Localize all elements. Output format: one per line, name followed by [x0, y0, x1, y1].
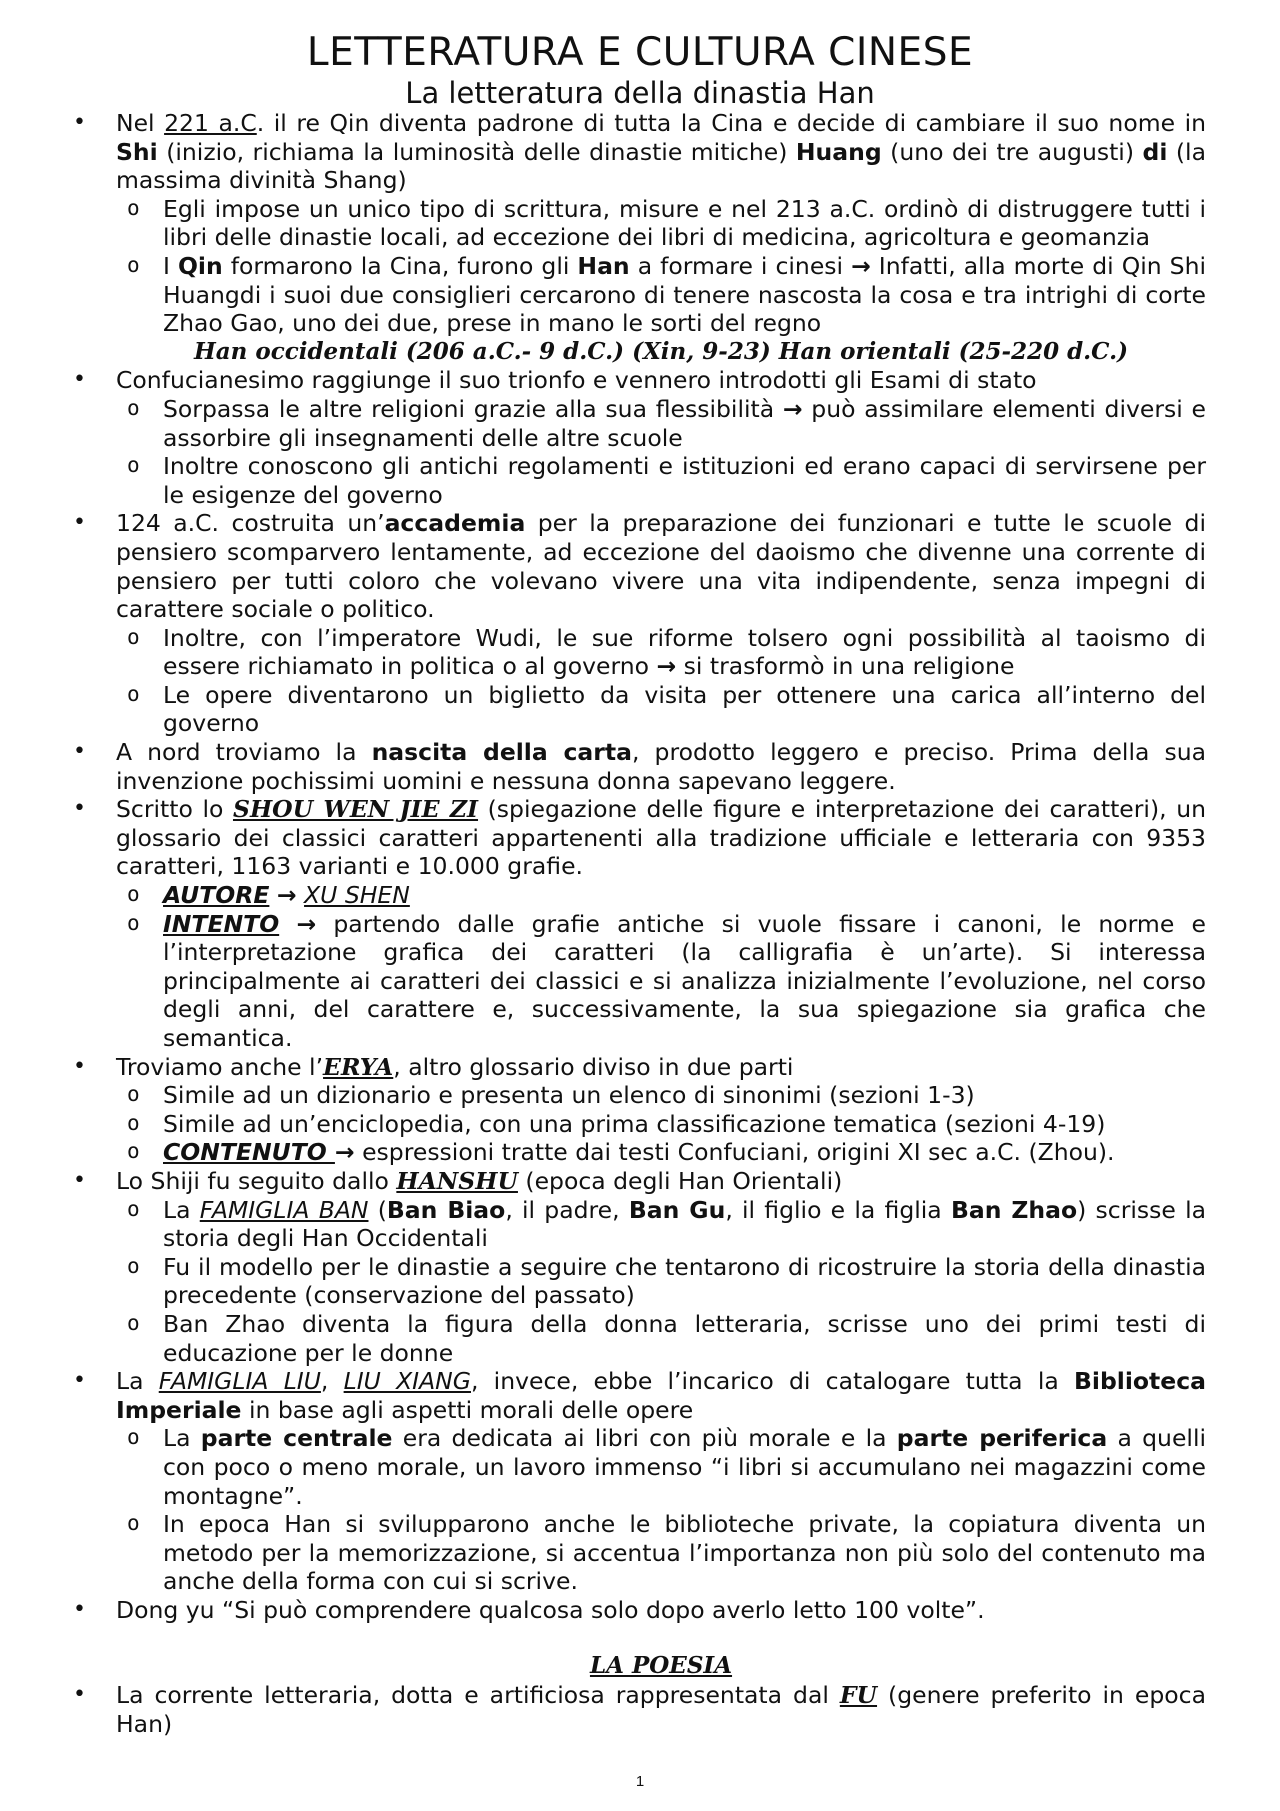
sub-list-item: o La parte centrale era dedicata ai libri con più morale e la parte periferica a quelli con poco o meno morale, un lavoro immenso “i libri si accumulano nei magazzini come montagne”. [163, 1424, 1206, 1510]
sub-list [116, 624, 1206, 738]
arrow-icon: → [296, 909, 317, 938]
arrow-icon: → [851, 251, 871, 280]
section-heading-han: Han occidentali (206 a.C.- 9 d.C.) (Xin, 9-23) Han orientali (25-220 d.C.) [194, 337, 1128, 365]
list-item: • 124 a.C. costruita un’accademia per la preparazione dei funzionari e tutte le scuole di pensiero scomparvero lentamente, ad eccezione del daoismo che divenne una corrente di pensiero per tutti coloro che volevano vivere una vita indipendente, senza impegni di carattere sociale o politico. o Inoltre, con l’imperatore Wudi, le sue riforme tolsero ogni possibilità al taoismo di essere richiamato in politica o al governo → si trasformò in una religione o Le opere diventarono un biglietto da visita per ottenere una carica all’interno del governo [116, 509, 1206, 738]
page-title: LETTERATURA E CULTURA CINESE [306, 30, 974, 75]
sub-list [116, 1081, 1206, 1167]
sub-list-item: o INTENTO → partendo dalle grafie antiche si vuole fissare i canoni, le norme e l’interpretazione grafica dei caratteri (la calligrafia è un’arte). Si interessa principalmente ai caratteri dei classici e si analizza inizialmente l’evoluzione, nel corso degli anni, del carattere e, successivamente, la sua spiegazione sia grafica che semantica. [163, 910, 1206, 1053]
page-number: 1 [635, 1773, 645, 1790]
arrow-icon: → [656, 652, 677, 681]
list-item: • Nel 221 a.C. il re Qin diventa padrone di tutta la Cina e decide di cambiare il suo nome in Shi (inizio, richiama la luminosità delle dinastie mitiche) Huang (uno dei tre augusti) di (la massima divinità Shang) o Egli impose un unico tipo di scrittura, misure e nel 213 a.C. ordinò di distruggere tutti i libri delle dinastie locali, ad eccezione dei libri di medicina, agricoltura e geomanzia o I Qin formarono la Cina, furono gli Han a formare i cinesi → Infatti, alla morte di Qin Shi Huangdi i suoi due consiglieri cercarono di tenere nascosta la cosa e tra intrighi di corte Zhao Gao, uno dei due, prese in mano le sorti del regno [116, 109, 1206, 338]
sub-list-item: o Simile ad un dizionario e presenta un elenco di sinonimi (sezioni 1-3) [163, 1081, 1206, 1110]
sub-list-item: o Ban Zhao diventa la figura della donna letteraria, scrisse uno dei primi testi di educazione per le donne [163, 1310, 1206, 1367]
list-item: • A nord troviamo la nascita della carta, prodotto leggero e preciso. Prima della sua invenzione pochissimi uomini e nessuna donna sapevano leggere. [116, 738, 1206, 795]
sub-list-item: o La FAMIGLIA BAN (Ban Biao, il padre, Ban Gu, il figlio e la figlia Ban Zhao) scrisse la storia degli Han Occidentali [163, 1196, 1206, 1253]
sub-list-item: o Egli impose un unico tipo di scrittura, misure e nel 213 a.C. ordinò di distruggere tutti i libri delle dinastie locali, ad eccezione dei libri di medicina, agricoltura e geomanzia [163, 195, 1206, 252]
list-item: • Dong yu “Si può comprendere qualcosa solo dopo averlo letto 100 volte”. [116, 1596, 1206, 1625]
spacer [116, 1624, 1206, 1652]
main-list [116, 366, 1206, 1624]
list-item: • Lo Shiji fu seguito dallo HANSHU (epoca degli Han Orientali) o La FAMIGLIA BAN (Ban Biao, il padre, Ban Gu, il figlio e la figlia Ban Zhao) scrisse la storia degli Han Occidentali o Fu il modello per le dinastie a seguire che tentarono di ricostruire la storia della dinastia precedente (conservazione del passato) o Ban Zhao diventa la figura della donna letteraria, scrisse uno dei primi testi di educazione per le donne [116, 1167, 1206, 1367]
sub-list-item: o CONTENUTO → espressioni tratte dai testi Confuciani, origini XI sec a.C. (Zhou). [163, 1138, 1206, 1167]
list-item: • La corrente letteraria, dotta e artificiosa rappresentata dal FU (genere preferito in epoca Han) [116, 1681, 1206, 1738]
sub-list [116, 881, 1206, 1053]
sub-list-item: o Inoltre conoscono gli antichi regolamenti e istituzioni ed erano capaci di servirsene per le esigenze del governo [163, 452, 1206, 509]
page-subtitle: La letteratura della dinastia Han [405, 76, 875, 110]
sub-list-item: o Sorpassa le altre religioni grazie alla sua flessibilità → può assimilare elementi diversi e assorbire gli insegnamenti delle altre scuole [163, 395, 1206, 452]
section-heading-poesia: LA POESIA [589, 1652, 733, 1680]
sub-list-item: o I Qin formarono la Cina, furono gli Han a formare i cinesi → Infatti, alla morte di Qin Shi Huangdi i suoi due consiglieri cercarono di tenere nascosta la cosa e tra intrighi di corte Zhao Gao, uno dei due, prese in mano le sorti del regno [163, 252, 1206, 338]
sub-list-item: o Simile ad un’enciclopedia, con una prima classificazione tematica (sezioni 4-19) [163, 1110, 1206, 1139]
sub-list [116, 1196, 1206, 1368]
list-item: • Confucianesimo raggiunge il suo trionfo e vennero introdotti gli Esami di stato o Sorpassa le altre religioni grazie alla sua flessibilità → può assimilare elementi diversi e assorbire gli insegnamenti delle altre scuole o Inoltre conoscono gli antichi regolamenti e istituzioni ed erano capaci di servirsene per le esigenze del governo [116, 366, 1206, 509]
main-list [116, 1681, 1206, 1738]
arrow-icon: → [334, 1138, 355, 1167]
sub-list-item: o AUTORE → XU SHEN [163, 881, 1206, 910]
document-body [116, 109, 1206, 1738]
list-item: • Troviamo anche l’ERYA, altro glossario diviso in due parti o Simile ad un dizionario e presenta un elenco di sinonimi (sezioni 1-3) o Simile ad un’enciclopedia, con una prima classificazione tematica (sezioni 4-19) o CONTENUTO → espressioni tratte dai testi Confuciani, origini XI sec a.C. (Zhou). [116, 1053, 1206, 1167]
sub-list-item: o Inoltre, con l’imperatore Wudi, le sue riforme tolsero ogni possibilità al taoismo di essere richiamato in politica o al governo → si trasformò in una religione [163, 624, 1206, 681]
sub-list-item: o Fu il modello per le dinastie a seguire che tentarono di ricostruire la storia della dinastia precedente (conservazione del passato) [163, 1253, 1206, 1310]
sub-list [116, 1424, 1206, 1596]
arrow-icon: → [782, 394, 803, 423]
sub-list [116, 395, 1206, 509]
sub-list-item: o In epoca Han si svilupparono anche le biblioteche private, la copiatura diventa un metodo per la memorizzazione, si accentua l’importanza non più solo del contenuto ma anche della forma con cui si scrive. [163, 1510, 1206, 1596]
list-item: • La FAMIGLIA LIU, LIU XIANG, invece, ebbe l’incarico di catalogare tutta la Biblioteca Imperiale in base agli aspetti morali delle opere o La parte centrale era dedicata ai libri con più morale e la parte periferica a quelli con poco o meno morale, un lavoro immenso “i libri si accumulano nei magazzini come montagne”. o In epoca Han si svilupparono anche le biblioteche private, la copiatura diventa un metodo per la memorizzazione, si accentua l’importanza non più solo del contenuto ma anche della forma con cui si scrive. [116, 1367, 1206, 1596]
list-item: • Scritto lo SHOU WEN JIE ZI (spiegazione delle figure e interpretazione dei caratteri), un glossario dei classici caratteri appartenenti alla tradizione ufficiale e letteraria con 9353 caratteri, 1163 varianti e 10.000 grafie. o AUTORE → XU SHEN o INTENTO → partendo dalle grafie antiche si vuole fissare i canoni, le norme e l’interpretazione grafica dei caratteri (la calligrafia è un’arte). Si interessa principalmente ai caratteri dei classici e si analizza inizialmente l’evoluzione, nel corso degli anni, del carattere e, successivamente, la sua spiegazione sia grafica che semantica. [116, 795, 1206, 1052]
sub-list [116, 195, 1206, 338]
sub-list-item: o Le opere diventarono un biglietto da visita per ottenere una carica all’interno del governo [163, 681, 1206, 738]
main-list [116, 109, 1206, 338]
arrow-icon: → [276, 881, 297, 910]
